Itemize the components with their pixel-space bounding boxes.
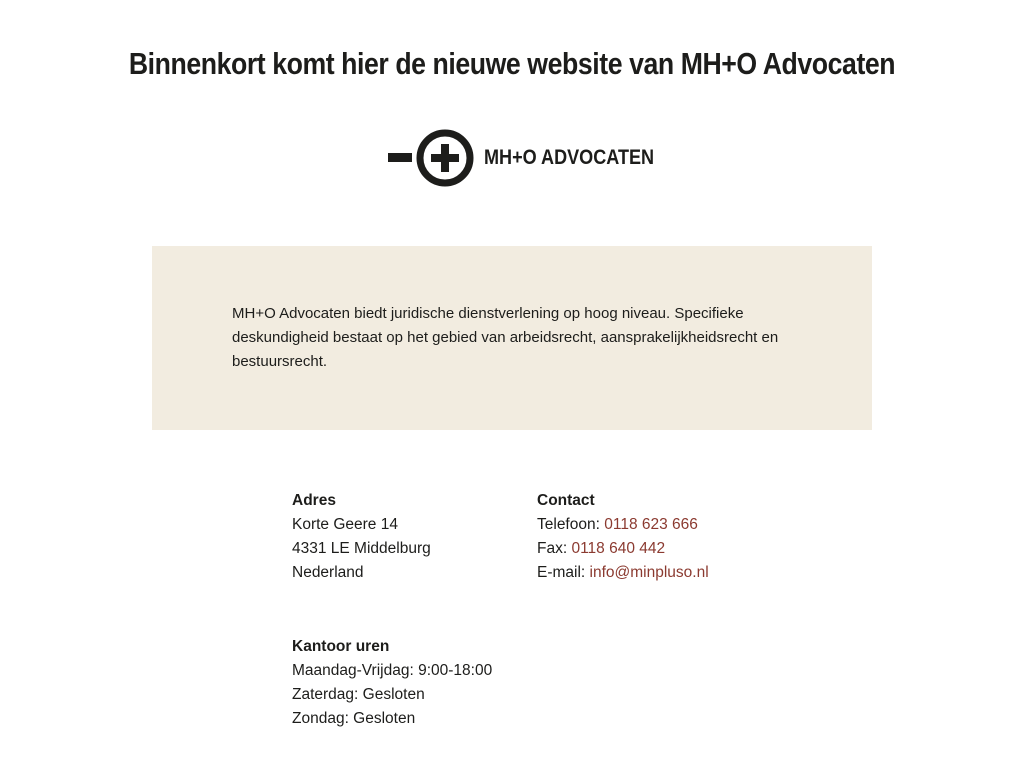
intro-text: MH+O Advocaten biedt juridische dienstverlening op hoog niveau. Specifieke deskundigheid bestaat op het gebied van arbeidsrecht, aansprakelijkheidsrecht en bestuursrecht. xyxy=(232,305,779,370)
address-heading: Adres xyxy=(292,492,336,509)
address-country: Nederland xyxy=(292,564,364,581)
hours-weekdays: Maandag-Vrijdag: 9:00-18:00 xyxy=(292,662,493,679)
minus-plus-circle-icon xyxy=(388,129,474,187)
hours-heading: Kantoor uren xyxy=(292,638,390,655)
contact-block xyxy=(537,489,797,585)
address-city: 4331 LE Middelburg xyxy=(292,540,431,557)
fax-line xyxy=(537,537,797,561)
address-block xyxy=(292,489,512,585)
hours-saturday: Zaterdag: Gesloten xyxy=(292,686,425,703)
phone-label: Telefoon: xyxy=(537,516,600,533)
phone-link[interactable]: 0118 623 666 xyxy=(604,516,698,533)
page-title: Binnenkort komt hier de nieuwe website van MH+O Advocaten xyxy=(128,46,896,81)
address-street: Korte Geere 14 xyxy=(292,516,398,533)
contact-heading: Contact xyxy=(537,492,595,509)
logo-text: MH+O ADVOCATEN xyxy=(484,146,655,169)
email-link[interactable]: info@minpluso.nl xyxy=(589,564,709,581)
logo xyxy=(388,129,682,187)
email-label: E-mail: xyxy=(537,564,586,581)
office-hours-block xyxy=(292,635,552,731)
fax-link[interactable]: 0118 640 442 xyxy=(571,540,666,557)
hours-sunday: Zondag: Gesloten xyxy=(292,710,416,727)
fax-label: Fax: xyxy=(537,540,568,557)
phone-line xyxy=(537,513,797,537)
email-line xyxy=(537,561,797,585)
